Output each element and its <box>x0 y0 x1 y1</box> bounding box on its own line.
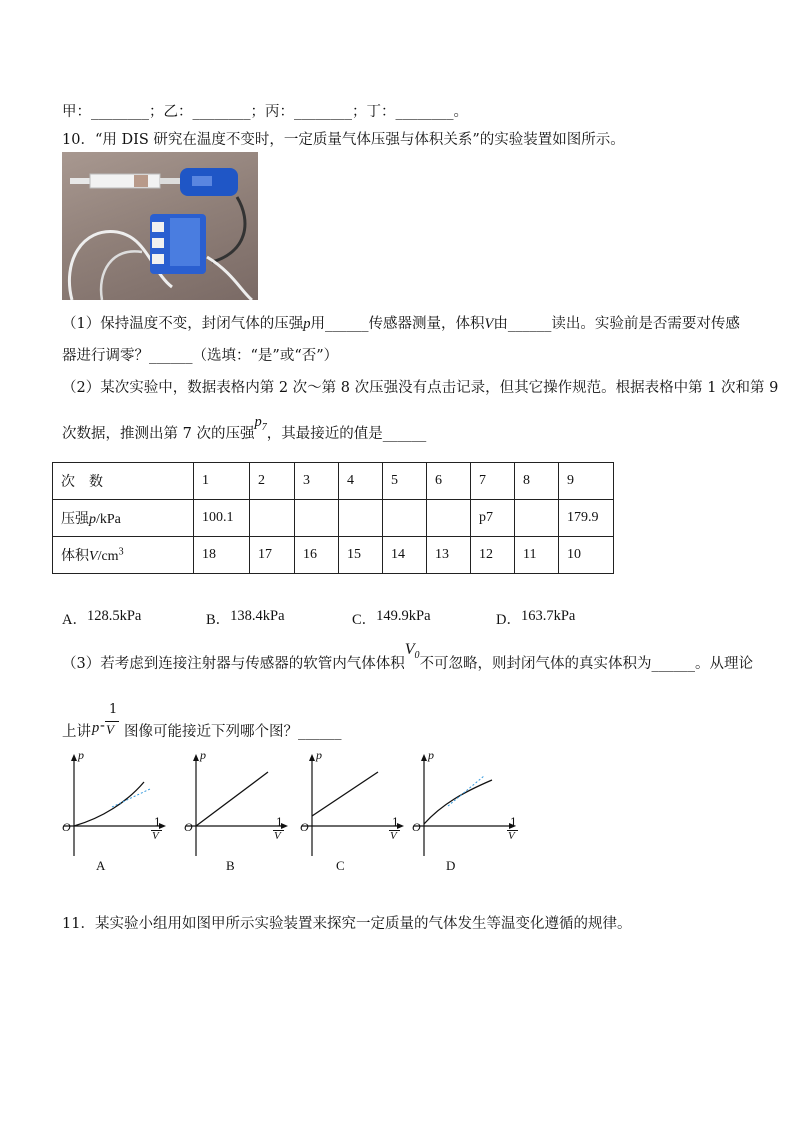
q10-part3-text-c1: 上讲 <box>62 724 91 740</box>
q10-part1-text-a: （1）保持温度不变，封闭气体的压强 <box>62 316 304 332</box>
table-cell: 15 <box>339 537 383 574</box>
table-cell <box>250 500 295 537</box>
option-a-letter: A． <box>62 612 87 628</box>
table-cell: 10 <box>559 537 614 574</box>
fraction-denominator: V <box>106 722 114 737</box>
table-cell: 5 <box>383 463 427 500</box>
q10-part2-line1: （2）某次实验中，数据表格内第 2 次～第 8 次压强没有点击记录，但其它操作规范。根据表格中第 1 次和第 9 <box>62 380 779 396</box>
table-cell: 3 <box>295 463 339 500</box>
symbol-v: V <box>484 316 494 332</box>
graph-d-origin: O <box>412 820 421 834</box>
q10-part3-text-b: 不可忽略，则封闭气体的真实体积为______。从理论 <box>419 656 754 672</box>
table-row-pressure <box>53 500 614 537</box>
q10-part2-text-c: ，其最接近的值是______ <box>266 426 427 442</box>
symbol-p7-sub: 7 <box>261 421 267 433</box>
graph-b[interactable] <box>184 748 294 866</box>
option-c-letter: C． <box>352 612 377 628</box>
table-cell: 2 <box>250 463 295 500</box>
pressure-unit: /kPa <box>96 512 121 527</box>
table-cell: 17 <box>250 537 295 574</box>
option-a[interactable] <box>62 608 141 629</box>
answer-blanks-line: 甲：________；乙：________；丙：________；丁：________。 <box>62 104 468 120</box>
graph-d-x-den: V <box>508 830 515 842</box>
q10-part1-line2: 器进行调零？______（选填：“是”或“否”） <box>62 348 339 364</box>
graph-c-x-num: 1 <box>392 816 399 829</box>
table-cell <box>383 500 427 537</box>
graph-a-origin: O <box>62 820 71 834</box>
volume-unit-exp: 3 <box>118 546 124 558</box>
table-cell: 12 <box>471 537 515 574</box>
graph-b-x-den: V <box>274 830 281 842</box>
graph-a-x-den: V <box>152 830 159 842</box>
option-c-value: 149.9kPa <box>376 608 431 624</box>
q10-part1-text-b: 用______传感器测量，体积 <box>310 316 485 332</box>
symbol-p: p <box>303 316 311 332</box>
graph-b-svg <box>184 752 294 862</box>
graph-d-y-label: p <box>428 748 434 762</box>
graph-d-x-num: 1 <box>510 816 517 829</box>
graph-c-label: C <box>336 858 345 873</box>
graph-c-origin: O <box>300 820 309 834</box>
table-cell: 6 <box>427 463 471 500</box>
graph-b-label: B <box>226 858 235 873</box>
symbol-v0-letter: V <box>404 641 415 658</box>
volume-unit: /cm <box>97 549 119 564</box>
q10-part1-line1 <box>62 312 740 333</box>
table-cell: 179.9 <box>559 500 614 537</box>
pressure-label: 压强 <box>61 512 89 527</box>
table-cell: 16 <box>295 537 339 574</box>
fraction-dash: - <box>100 718 105 734</box>
graph-a[interactable] <box>62 748 172 866</box>
graph-d-svg <box>412 752 524 862</box>
apparatus-photo <box>62 152 258 300</box>
table-cell <box>295 500 339 537</box>
table-cell: 8 <box>515 463 559 500</box>
graph-c[interactable] <box>300 748 410 866</box>
graph-d[interactable] <box>412 748 524 866</box>
table-row-volume <box>53 537 614 574</box>
option-b[interactable] <box>206 608 285 629</box>
table-cell: 14 <box>383 537 427 574</box>
table-cell: 13 <box>427 537 471 574</box>
option-a-value: 128.5kPa <box>86 608 142 624</box>
graph-d-label: D <box>446 858 456 873</box>
symbol-p-fraction: p <box>92 720 100 736</box>
table-cell: 7 <box>471 463 515 500</box>
table-cell <box>339 500 383 537</box>
q10-part3-text-c2: 图像可能接近下列哪个图？______ <box>124 724 342 740</box>
q10-part3-line1 <box>62 641 754 675</box>
table-cell: 9 <box>559 463 614 500</box>
option-d-letter: D． <box>496 612 521 628</box>
option-b-letter: B． <box>206 612 231 628</box>
volume-symbol: V <box>89 549 98 564</box>
fraction-numerator: 1 <box>109 702 118 717</box>
option-d[interactable] <box>496 608 575 629</box>
graph-c-svg <box>300 752 410 862</box>
table-cell: 次 数 <box>53 463 194 500</box>
graph-c-y-label: p <box>316 748 322 762</box>
graph-a-svg <box>62 752 172 862</box>
q10-part2-text-b: 次数据，推测出第 7 次的压强 <box>62 426 255 442</box>
apparatus-drawing <box>62 152 258 300</box>
option-c[interactable] <box>352 608 431 629</box>
table-row-count <box>53 463 614 500</box>
graph-a-y-label: p <box>78 748 84 762</box>
table-cell <box>515 500 559 537</box>
symbol-v0-sub: 0 <box>414 650 420 662</box>
table-cell: 100.1 <box>194 500 250 537</box>
graph-a-label: A <box>96 858 106 873</box>
question-10-intro: 10．“用 DIS 研究在温度不变时，一定质量气体压强与体积关系”的实验装置如图所示。 <box>62 132 625 148</box>
table-cell: 1 <box>194 463 250 500</box>
table-cell: p7 <box>471 500 515 537</box>
table-cell: 4 <box>339 463 383 500</box>
option-d-value: 163.7kPa <box>520 608 576 624</box>
graph-b-y-label: p <box>200 748 206 762</box>
table-cell: 11 <box>515 537 559 574</box>
q10-part1-text-c: 由______读出。实验前是否需要对传感 <box>493 316 740 332</box>
table-cell <box>427 500 471 537</box>
graph-b-origin: O <box>184 820 193 834</box>
table-cell-volume-label <box>53 537 194 574</box>
symbol-p7 <box>254 414 267 433</box>
q10-part2-line2 <box>62 414 427 445</box>
table-cell-pressure-label <box>53 500 194 537</box>
question-11-intro: 11．某实验小组用如图甲所示实验装置来探究一定质量的气体发生等温变化遵循的规律。 <box>62 916 632 932</box>
graph-b-x-num: 1 <box>276 816 283 829</box>
table-cell: 18 <box>194 537 250 574</box>
volume-label: 体积 <box>61 549 89 564</box>
graph-c-x-den: V <box>390 830 397 842</box>
data-table <box>52 462 614 574</box>
q10-part3-text-a: （3）若考虑到连接注射器与传感器的软管内气体体积 <box>62 656 405 672</box>
graph-a-x-num: 1 <box>154 816 161 829</box>
pressure-symbol: p <box>89 512 96 527</box>
option-b-value: 138.4kPa <box>230 608 285 624</box>
symbol-v0 <box>404 641 420 662</box>
symbol-p7-letter: p <box>254 414 262 430</box>
